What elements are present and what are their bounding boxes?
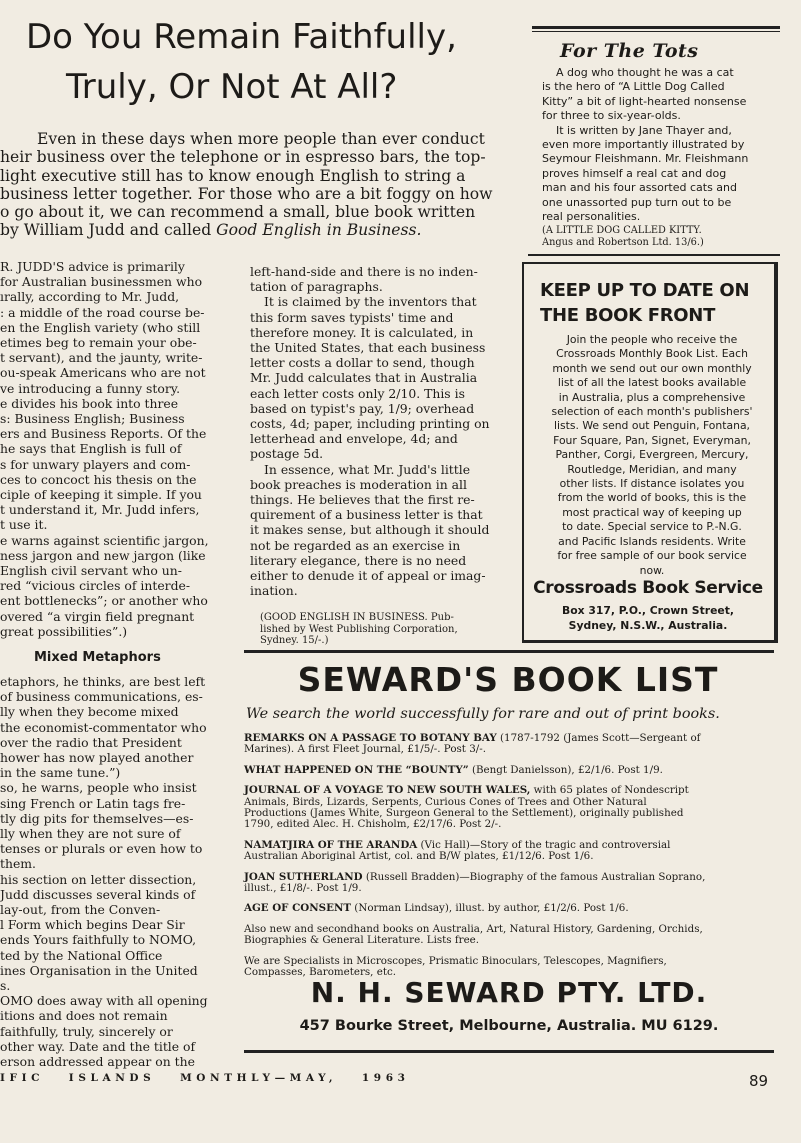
text-line: Panther, Corgi, Evergreen, Mercury,	[555, 448, 749, 462]
text-line: en the English variety (who still	[0, 319, 201, 335]
text-line: (A LITTLE DOG CALLED KITTY.	[542, 225, 702, 237]
text-line: Kitty” a bit of light-hearted nonsense	[542, 94, 747, 108]
tots-rule-top-thin	[532, 31, 780, 32]
text-line: ve introducing a funny story.	[0, 380, 181, 396]
text-line: the United States, that each business	[250, 340, 486, 356]
seward-rule-bottom	[244, 1050, 774, 1053]
text-line: s for unwary players and com-	[0, 456, 191, 472]
seward-list	[244, 733, 774, 988]
text-line: in the same tune.”)	[0, 765, 121, 781]
text-line: costs, 4d; paper, including printing on	[250, 416, 490, 432]
seward-tagline: We search the world successfully for rare and out of print books.	[246, 706, 720, 722]
text-line: is the hero of “A Little Dog Called	[542, 80, 725, 94]
intro-line: Even in these days when more people than ever conduct	[37, 130, 485, 148]
article-column-2	[250, 264, 508, 647]
seward-list-item	[244, 872, 774, 895]
text-line: etimes beg to remain your obe-	[0, 335, 197, 351]
seward-item-title: NAMATJIRA OF THE ARANDA	[244, 838, 418, 851]
seward-list-item	[244, 765, 774, 776]
seward-address: 457 Bourke Street, Melbourne, Australia. MU 6129.	[299, 1018, 719, 1034]
text-line: t use it.	[0, 517, 48, 533]
text-line: ination.	[250, 583, 298, 599]
text-line: each letter costs only 2/10. This is	[250, 385, 465, 401]
text-line: Join the people who receive the	[566, 333, 738, 346]
text-line: man and his four assorted cats and	[542, 181, 738, 195]
seward-item-title: JOAN SUTHERLAND	[244, 870, 363, 883]
intro-last-line	[0, 221, 500, 239]
text-line: lished by West Publishing Corporation,	[260, 623, 458, 635]
crossroads-heading-line2: THE BOOK FRONT	[540, 305, 716, 326]
article-intro	[0, 130, 500, 240]
text-line: sing French or Latin tags fre-	[0, 795, 186, 811]
seward-list-item	[244, 924, 774, 947]
seward-item-text: Australian Aboriginal Artist, col. and B/W plates, £1/12/6. Post 1/6.	[244, 850, 594, 863]
text-line: lay-out, from the Conven-	[0, 902, 161, 918]
crossroads-heading-line1: KEEP UP TO DATE ON	[540, 280, 750, 301]
text-line: (GOOD ENGLISH IN BUSINESS. Pub-	[260, 612, 454, 624]
article-title	[0, 12, 520, 112]
tots-rule-bottom	[528, 254, 780, 256]
text-line: e warns against scientific jargon,	[0, 532, 209, 548]
article-column-1	[0, 259, 232, 639]
seward-item-title: REMARKS ON A PASSAGE TO BOTANY BAY	[244, 732, 497, 744]
text-line: ces to concoct his thesis on the	[0, 471, 197, 487]
text-line: real personalities.	[542, 210, 641, 224]
text-line: letter costs a dollar to send, though	[250, 355, 475, 371]
text-line: e divides his book into three	[0, 395, 179, 411]
seward-item-title: AGE OF CONSENT	[244, 902, 352, 915]
seward-item-text: (Norman Lindsay), illust. by author, £1/2/6. Post 1/6.	[351, 902, 629, 915]
tots-rule-top	[532, 26, 780, 29]
text-line: lly when they are not sure of	[0, 826, 181, 842]
text-line: ends Yours faithfully to NOMO,	[0, 932, 197, 948]
seward-item-text: 1790, edited Alec. H. Chisholm, £2/17/6. Post 2/-.	[244, 818, 502, 831]
seward-list-item	[244, 903, 774, 914]
text-line: faithfully, truly, sincerely or	[0, 1023, 173, 1039]
intro-line: light executive still has to know enough English to string a	[0, 166, 466, 185]
text-line: list of all the latest books available	[557, 376, 747, 390]
text-line: to date. Special service to P.-N.G.	[562, 520, 742, 534]
text-line: his section on letter dissection,	[0, 871, 197, 887]
text-line: erson addressed appear on the	[0, 1054, 195, 1070]
running-footer: IFIC ISLANDS MONTHLY—MAY, 1963	[0, 1072, 410, 1084]
seward-item-title: WHAT HAPPENED ON THE “BOUNTY”	[244, 763, 469, 776]
seward-company: N. H. SEWARD PTY. LTD.	[310, 976, 708, 1009]
text-line: Seymour Fleishmann. Mr. Fleishmann	[542, 152, 749, 166]
text-line: tenses or plurals or even how to	[0, 841, 203, 857]
text-line: so, he warns, people who insist	[0, 780, 197, 796]
text-line: It is claimed by the inventors that	[264, 294, 477, 310]
article-title-line1: Do You Remain Faithfully,	[26, 17, 457, 57]
text-line: them.	[0, 856, 36, 872]
text-line: Judd discusses several kinds of	[0, 886, 196, 902]
text-line: this form saves typists' time and	[250, 309, 454, 325]
text-line: s.	[0, 978, 11, 994]
mixed-metaphors-subhead: Mixed Metaphors	[34, 650, 161, 665]
text-line: lists. We send out Penguin, Fontana,	[553, 419, 750, 433]
text-line: either to denude it of appeal or imag-	[250, 568, 486, 584]
seward-heading: SEWARD'S BOOK LIST	[297, 660, 719, 699]
text-line: over the radio that President	[0, 734, 182, 750]
text-line: overed “a virgin field pregnant	[0, 608, 195, 624]
text-line: It is written by Jane Thayer and,	[556, 123, 732, 137]
crossroads-address-line1: Box 317, P.O., Crown Street,	[562, 604, 734, 617]
text-line: he says that English is full of	[0, 441, 182, 457]
text-line: ness jargon and new jargon (like	[0, 547, 206, 563]
intro-line: by William Judd and called	[0, 221, 212, 240]
text-line: in Australia, plus a comprehensive	[558, 390, 746, 404]
seward-item-text: (Vic Hall)—Story of the tragic and controversial	[417, 838, 671, 851]
text-line: proves himself a real cat and dog	[542, 166, 727, 180]
intro-line: heir business over the telephone or in espresso bars, the top-	[0, 148, 486, 167]
text-line: Mr. Judd calculates that in Australia	[250, 370, 478, 386]
text-line: other way. Date and the title of	[0, 1038, 196, 1054]
intro-line: business letter together. For those who are a bit foggy on how	[0, 184, 493, 203]
text-line: hower has now played another	[0, 750, 194, 766]
text-line: l Form which begins Dear Sir	[0, 917, 185, 933]
text-line: ines Organisation in the United	[0, 962, 198, 978]
text-line: In essence, what Mr. Judd's little	[264, 461, 471, 477]
text-line: A dog who thought he was a cat	[556, 66, 734, 79]
text-line: the economist-commentator who	[0, 719, 207, 735]
crossroads-brand: Crossroads Book Service	[533, 578, 763, 598]
text-line: month we send out our own monthly	[552, 361, 752, 375]
text-line: ted by the National Office	[0, 947, 163, 963]
text-line: it makes sense, but although it should	[250, 522, 490, 538]
text-line: Angus and Robertson Ltd. 13/6.)	[542, 236, 704, 248]
seward-item-text: (Bengt Danielsson), £2/1/6. Post 1/9.	[468, 763, 663, 776]
seward-item-text: with 65 plates of Nondescript	[530, 784, 689, 797]
seward-item-title: JOURNAL OF A VOYAGE TO NEW SOUTH WALES,	[244, 784, 531, 797]
text-line: R. JUDD'S advice is primarily	[0, 259, 185, 274]
text-line: red “vicious circles of interde-	[0, 578, 191, 594]
text-line: for Australian businessmen who	[0, 274, 203, 290]
text-line: Four Square, Pan, Signet, Everyman,	[553, 433, 751, 447]
text-line: ciple of keeping it simple. If you	[0, 487, 202, 503]
seward-item-text: (1787-1792 (James Scott—Sergeant of	[496, 732, 701, 744]
seward-item-text: Productions (James White, Surgeon General to the Settlement), originally published	[244, 807, 684, 820]
text-line: literary elegance, there is no need	[250, 552, 467, 568]
text-line: OMO does away with all opening	[0, 993, 208, 1009]
text-line: other lists. If distance isolates you	[559, 477, 745, 491]
text-line: not be regarded as an exercise in	[250, 537, 461, 553]
text-line: based on typist's pay, 1/9; overhead	[250, 400, 475, 416]
text-line: even more importantly illustrated by	[542, 138, 745, 152]
article-column-1b	[0, 674, 232, 1069]
text-line: itions and does not remain	[0, 1008, 168, 1024]
text-line: one unassorted pup turn out to be	[542, 195, 732, 209]
text-line: Crossroads Monthly Book List. Each	[556, 347, 748, 361]
text-line: book preaches is moderation in all	[250, 476, 467, 492]
article-title-line2: Truly, Or Not At All?	[66, 67, 398, 107]
text-line: things. He believes that the first re-	[250, 492, 475, 508]
seward-item-text: (Russell Bradden)—Biography of the famous Australian Soprano,	[362, 870, 706, 883]
seward-item-text: Marines). A first Fleet Journal, £1/5/-. Post 3/-.	[244, 743, 486, 756]
seward-item-text: We are Specialists in Microscopes, Prismatic Binoculars, Telescopes, Magnifiers,	[244, 954, 667, 967]
seward-item-text: Also new and secondhand books on Australia, Art, Natural History, Gardening, Orchids,	[244, 922, 703, 935]
text-line: ırally, according to Mr. Judd,	[0, 289, 180, 305]
intro-book-title: Good English in Business.	[216, 221, 422, 240]
seward-item-text: Animals, Birds, Lizards, Serpents, Curious Cones of Trees and Other Natural	[244, 795, 647, 808]
text-line: ent bottlenecks”; or another who	[0, 593, 208, 609]
seward-item-text: Biographies & General Literature. Lists free.	[244, 934, 480, 947]
text-line: t understand it, Mr. Judd infers,	[0, 502, 200, 518]
text-line: Sydney. 15/-.)	[260, 635, 329, 647]
text-line: postage 5d.	[250, 446, 324, 462]
text-line: ers and Business Reports. Of the	[0, 426, 207, 442]
crossroads-body	[540, 333, 764, 578]
crossroads-address-line2: Sydney, N.S.W., Australia.	[568, 619, 728, 632]
text-line: of business communications, es-	[0, 689, 203, 705]
text-line: therefore money. It is calculated, in	[250, 324, 474, 340]
seward-item-text: Compasses, Barometers, etc.	[244, 966, 397, 979]
text-line: for three to six-year-olds.	[542, 109, 681, 123]
text-line: quirement of a business letter is that	[250, 507, 483, 523]
text-line: left-hand-side and there is no inden-	[250, 264, 478, 279]
text-line: English civil servant who un-	[0, 563, 182, 579]
seward-list-item	[244, 785, 774, 831]
text-line: letterhead and envelope, 4d; and	[250, 431, 458, 447]
text-line: : a middle of the road course be-	[0, 304, 205, 320]
text-line: now.	[639, 563, 665, 577]
crossroads-address	[522, 603, 774, 633]
text-line: for free sample of our book service	[557, 549, 747, 563]
text-line: most practical way of keeping up	[562, 505, 742, 519]
intro-line: o go about it, we can recommend a small, blue book written	[0, 203, 476, 222]
text-line: lly when they become mixed	[0, 704, 179, 720]
seward-rule-top	[244, 650, 774, 653]
text-line: tation of paragraphs.	[250, 279, 383, 295]
seward-item-text: illust., £1/8/-. Post 1/9.	[244, 882, 362, 895]
text-line: from the world of books, this is the	[557, 491, 747, 505]
text-line: etaphors, he thinks, are best left	[0, 674, 206, 689]
text-line: tly dig pits for themselves—es-	[0, 810, 194, 826]
text-line: t servant), and the jaunty, write-	[0, 350, 203, 366]
text-line: and Pacific Islands residents. Write	[558, 534, 746, 548]
text-line: s: Business English; Business	[0, 411, 185, 427]
text-line: great possibilities”.)	[0, 623, 128, 639]
seward-list-item	[244, 733, 774, 756]
text-line: selection of each month's publishers'	[551, 405, 753, 419]
crossroads-heading	[540, 278, 749, 328]
text-line: Routledge, Meridian, and many	[567, 462, 737, 476]
seward-list-item	[244, 840, 774, 863]
tots-body	[542, 66, 774, 248]
page-number: 89	[749, 1072, 769, 1090]
tots-heading: For The Tots	[560, 40, 699, 62]
text-line: ou-speak Americans who are not	[0, 365, 206, 381]
